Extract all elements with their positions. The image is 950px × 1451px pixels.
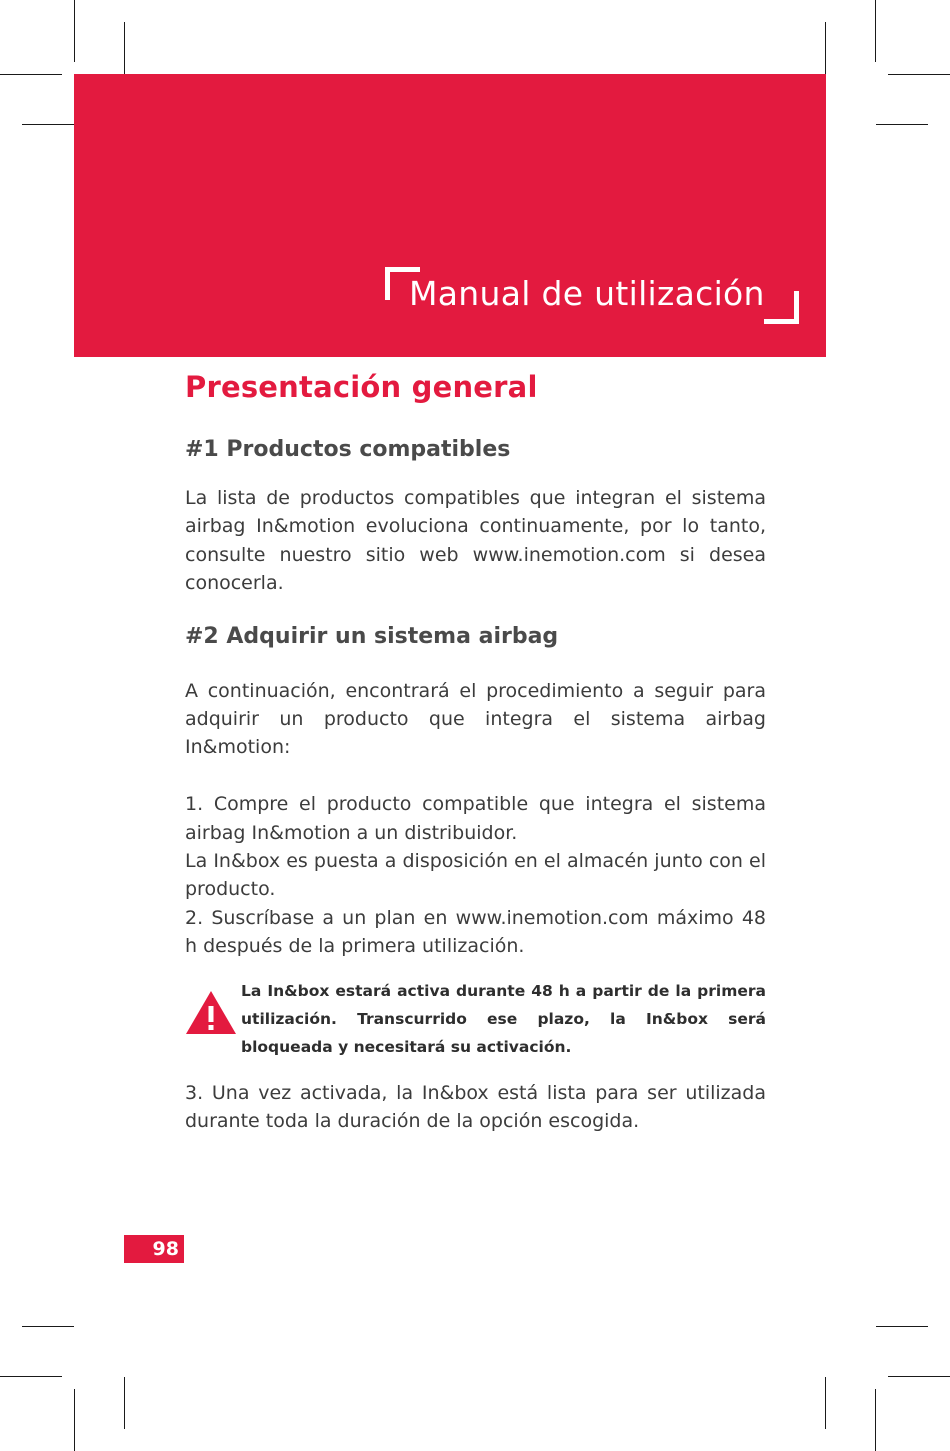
crop-mark xyxy=(74,0,75,62)
crop-mark xyxy=(875,0,876,62)
crop-mark xyxy=(124,22,125,74)
crop-mark xyxy=(876,1326,928,1327)
crop-mark xyxy=(124,1377,125,1429)
warning-triangle-icon xyxy=(185,987,237,1039)
crop-mark xyxy=(888,1376,950,1377)
crop-mark xyxy=(22,1326,74,1327)
paragraph: 2. Suscríbase a un plan en www.inemotion.com máximo 48 h después de la primera utilización. xyxy=(185,906,766,958)
manual-title: Manual de utilización xyxy=(409,274,765,313)
crop-mark xyxy=(0,74,62,75)
subsection-title: #2 Adquirir un sistema airbag xyxy=(185,623,559,649)
crop-mark xyxy=(825,1377,826,1429)
crop-mark xyxy=(875,1389,876,1451)
warning-callout xyxy=(185,977,766,1065)
paragraph: 1. Compre el producto compatible que integra el sistema airbag In&motion a un distribuidor. xyxy=(185,793,766,844)
page-number: 98 xyxy=(124,1235,184,1263)
crop-mark xyxy=(888,74,950,75)
crop-mark xyxy=(876,124,928,125)
paragraph: La lista de productos compatibles que integran el sistema airbag In&motion evoluciona continuamente, por lo tanto, consulte nuestro sitio web www.inemotion.com si desea conocerla. xyxy=(185,487,766,595)
paragraph: 3. Una vez activada, la In&box está lista para ser utilizada durante toda la duración de la opción escogida. xyxy=(185,1081,766,1133)
paragraph: A continuación, encontrará el procedimiento a seguir para adquirir un producto que integra el sistema airbag In&motion: xyxy=(185,679,766,759)
warning-text: La In&box estará activa durante 48 h a partir de la primera utilización. Transcurrido ese plazo, la In&box será bloqueada y necesitará su activación. xyxy=(241,981,766,1057)
crop-mark xyxy=(825,22,826,74)
page-content xyxy=(185,370,766,1135)
subsection-title: #1 Productos compatibles xyxy=(185,437,511,462)
crop-mark xyxy=(74,1389,75,1451)
crop-mark xyxy=(0,1376,62,1377)
section-title: Presentación general xyxy=(185,370,538,404)
bracket-bottom-right-icon xyxy=(764,291,799,324)
crop-mark xyxy=(22,124,74,125)
paragraph: La In&box es puesta a disposición en el almacén junto con el producto. xyxy=(185,850,766,901)
header-banner xyxy=(74,74,826,357)
